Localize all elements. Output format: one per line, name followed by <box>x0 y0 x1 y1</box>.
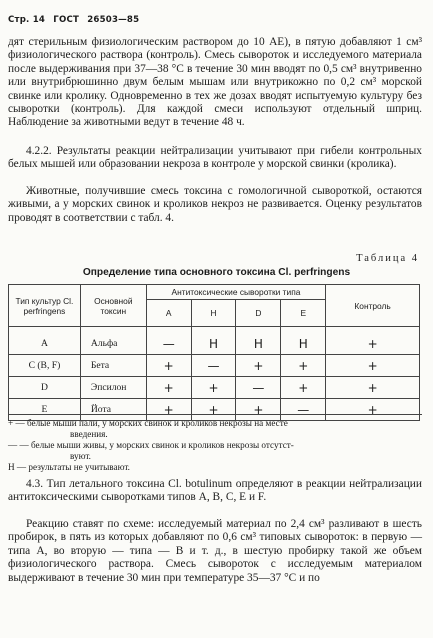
culture-cell: Е <box>9 399 81 421</box>
toxin-cell: Эпсилон <box>80 377 146 399</box>
table-row <box>9 377 420 399</box>
legend-plus: + — белые мыши пали, у морских свинок и кроликов некрозы на месте <box>8 418 288 428</box>
result-cell: + <box>146 399 191 421</box>
result-cell: + <box>281 355 326 377</box>
result-cell: + <box>236 355 281 377</box>
section-4-3 <box>8 478 422 505</box>
legend-plus-cont: введения. <box>70 429 108 439</box>
control-cell: + <box>326 355 420 377</box>
table-legend <box>8 414 422 473</box>
culture-cell: D <box>9 377 81 399</box>
table-row <box>9 355 420 377</box>
toxin-cell: Бета <box>80 355 146 377</box>
legend-n: Н — результаты не учитывают. <box>8 462 130 472</box>
legend-minus-cont: вуют. <box>70 451 91 461</box>
result-cell: Н <box>191 327 236 355</box>
header-culture: Тип культур Cl. perfringens <box>9 285 81 327</box>
result-cell: — <box>236 377 281 399</box>
result-cell: — <box>191 355 236 377</box>
result-cell: — <box>281 399 326 421</box>
toxin-cell: Альфа <box>80 327 146 355</box>
culture-cell: А <box>9 327 81 355</box>
control-cell: + <box>326 399 420 421</box>
result-cell: + <box>146 355 191 377</box>
paragraph-1: дят стерильным физиологическим раствором до 10 АЕ), в пятую добавляют 1 см³ физиологического раствора (контроль). Смесь сывороток и исследуемого материала после выдерживания при 37—38 °С в течение 30 мин вводят по 0,5 см³ внутривенно или внутрибрюшинно двум белым мышам или внутрикожно по 0,2 см³ морской свинке или кролику. Одновременно в тех же дозах вводят испытуемую культуру без сыворотки (контроль). Для каждой смеси используют отдельный шприц. Наблюдение за животными ведут в течение 48 ч. <box>8 36 422 129</box>
culture-cell: С (В, F) <box>9 355 81 377</box>
paragraph-4: 4.3. Тип летального токсина Cl. botulinum определяют в реакции нейтрализации антитоксическими сыворотками типов А, В, С, Е и F. <box>8 478 422 504</box>
result-cell: Н <box>236 327 281 355</box>
control-cell: + <box>326 377 420 399</box>
result-cell: Н <box>281 327 326 355</box>
control-cell: + <box>326 327 420 355</box>
standard-label: ГОСТ <box>53 15 80 25</box>
results-paragraph <box>8 185 422 225</box>
paragraph-5: Реакцию ставят по схеме: исследуемый материал по 2,4 см³ разливают в шесть пробирок, в пять из которых добавляют по 0,6 см³ типовых сывороток: в первую — типа А, во вторую — типа — В и т. д., в шестую пробирку такой же объем физиологического раствора. Смесь сывороток с исследуемым материалом выдерживают в течение 30 мин при температуре 35—37 °С и по <box>8 518 422 584</box>
legend-minus: — — белые мыши живы, у морских свинок и кроликов некрозы отсутст- <box>8 440 294 450</box>
result-cell: + <box>236 399 281 421</box>
result-cell: + <box>191 377 236 399</box>
toxin-type-table <box>8 284 420 421</box>
result-cell: + <box>281 377 326 399</box>
header-serum-d: D <box>236 300 281 327</box>
section-4-2-2 <box>8 145 422 172</box>
header-antitoxic: Антитоксические сыворотки типа <box>146 285 325 300</box>
paragraph-2: 4.2.2. Результаты реакции нейтрализации учитывают при гибели контрольных белых мышей или образовании некроза в контроле у морской свинки (кролика). <box>8 145 422 171</box>
result-cell: — <box>146 327 191 355</box>
toxin-cell: Йота <box>80 399 146 421</box>
scheme-paragraph <box>8 518 422 585</box>
page-header <box>8 15 144 25</box>
table-label: Таблица 4 <box>356 253 419 264</box>
result-cell: + <box>191 399 236 421</box>
standard-number: 26503—85 <box>87 15 140 25</box>
header-serum-h: Н <box>191 300 236 327</box>
table-title: Определение типа основного токсина Cl. perfringens <box>82 267 351 278</box>
result-cell: + <box>146 377 191 399</box>
header-toxin: Основной токсин <box>80 285 146 327</box>
table-header-row <box>9 285 420 300</box>
header-control: Контроль <box>326 285 420 327</box>
paragraph-continuation <box>8 36 422 130</box>
header-serum-e: Е <box>281 300 326 327</box>
page-number: Стр. 14 <box>8 15 46 25</box>
header-serum-a: А <box>146 300 191 327</box>
table-row <box>9 327 420 355</box>
paragraph-3: Животные, получившие смесь токсина с гомологичной сывороткой, остаются живыми, а у морских свинок и кроликов некроз не развивается. Оценку результатов проводят в соответствии с табл. 4. <box>8 185 422 224</box>
